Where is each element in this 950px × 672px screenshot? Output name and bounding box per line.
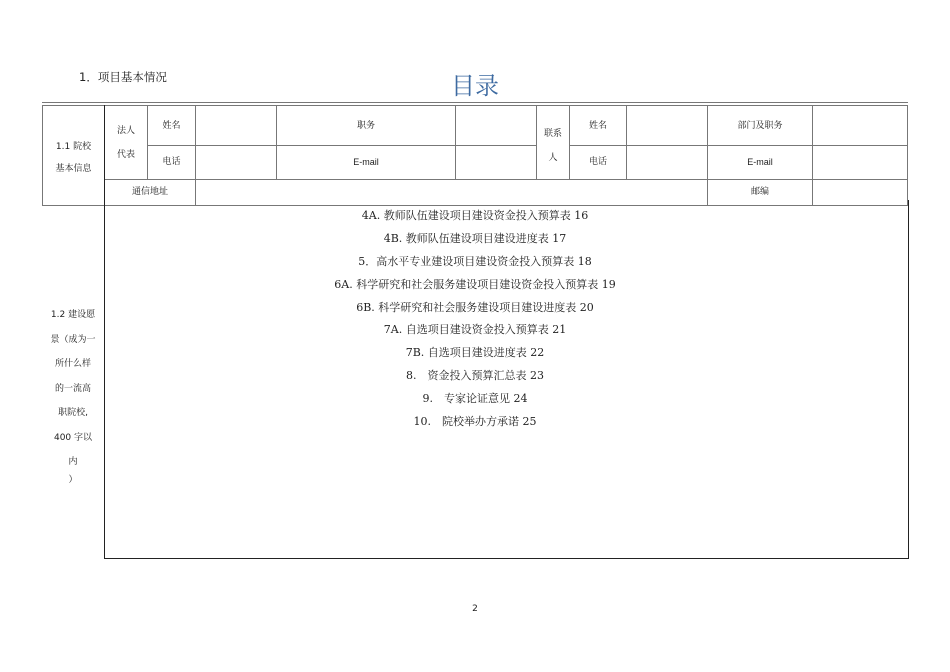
toc-item[interactable]: 7A. 自选项目建设资金投入预算表 21 — [383, 323, 567, 336]
contact-label: 联系人 — [543, 129, 562, 163]
phone-label: 电话 — [162, 157, 181, 167]
postcode-label: 邮编 — [750, 187, 769, 197]
contact-name-label: 姓名 — [588, 121, 607, 131]
toc-item[interactable]: 6A. 科学研究和社会服务建设项目建设资金投入预算表 19 — [334, 278, 616, 291]
legal-rep-label: 法人代表 — [116, 126, 135, 160]
contact-email-label: E-mail — [747, 157, 773, 167]
dept-position-label: 部门及职务 — [737, 121, 783, 131]
address-label: 通信地址 — [131, 187, 168, 197]
toc-item[interactable]: 4B. 教师队伍建设项目建设进度表 17 — [383, 232, 567, 245]
toc-item[interactable]: 6B. 科学研究和社会服务建设项目建设进度表 20 — [356, 301, 594, 314]
page-number: 2 — [472, 604, 478, 614]
toc-item[interactable]: 7B. 自选项目建设进度表 22 — [405, 346, 545, 359]
position-label: 职务 — [356, 121, 375, 131]
basic-info-label: 1.1 院校基本信息 — [55, 142, 92, 174]
section-heading: 1．项目基本情况 — [79, 70, 167, 84]
email-label: E-mail — [353, 157, 379, 167]
toc-title: 目录 — [451, 72, 499, 100]
toc-item[interactable]: 9. 专家论证意见 24 — [422, 392, 528, 405]
toc-item[interactable]: 8. 资金投入预算汇总表 23 — [406, 369, 544, 382]
name-label: 姓名 — [162, 121, 181, 131]
vision-label: 1.2 建设愿 景（成为一 所什么样 的一流高 职院校, 400 字以 内 ） — [50, 310, 96, 485]
contact-phone-label: 电话 — [588, 157, 607, 167]
toc-item[interactable]: 10. 院校举办方承诺 25 — [413, 415, 537, 428]
toc-item[interactable]: 4A. 教师队伍建设项目建设资金投入预算表 16 — [361, 209, 589, 222]
toc-item[interactable]: 5．高水平专业建设项目建设资金投入预算表 18 — [358, 255, 592, 268]
